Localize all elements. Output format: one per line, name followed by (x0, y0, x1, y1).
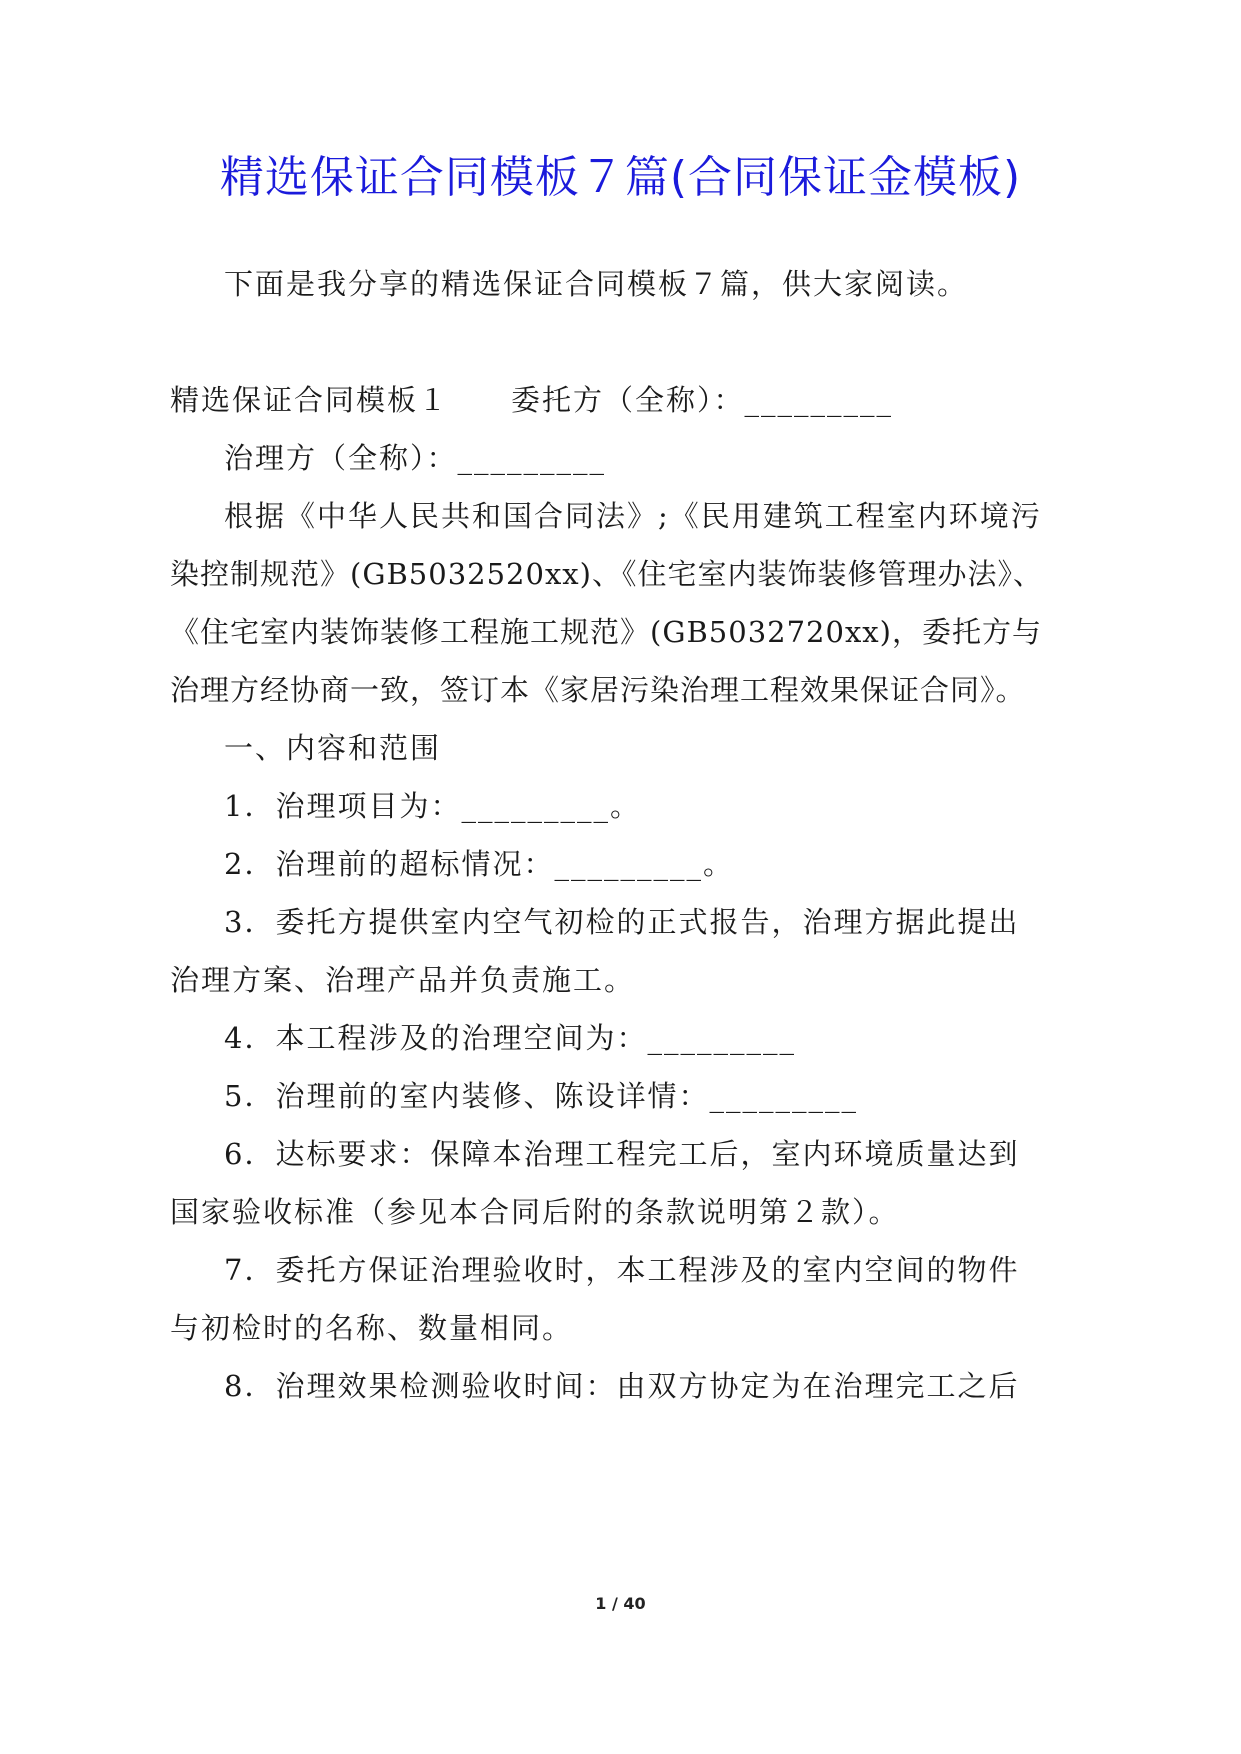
list-item: 5．治理前的室内装修、陈设详情：_________ (224, 1079, 858, 1113)
list-item: 8．治理效果检测验收时间：由双方协定为在治理完工之后 (224, 1369, 1020, 1403)
list-item: 6．达标要求：保障本治理工程完工后，室内环境质量达到 (224, 1137, 1020, 1171)
list-item: 2．治理前的超标情况：_________。 (224, 847, 734, 881)
page-number: 1 / 40 (595, 1594, 646, 1613)
section-heading: 一、内容和范围 (224, 731, 442, 765)
paragraph-line: 治理方（全称）：_________ (224, 441, 607, 475)
list-item-continuation: 国家验收标准（参见本合同后附的条款说明第２款）。 (170, 1195, 900, 1229)
paragraph-line: 根据《中华人民共和国合同法》;《民用建筑工程室内环境污 (224, 499, 1042, 533)
paragraph-line: 治理方经协商一致，签订本《家居污染治理工程效果保证合同》。 (170, 673, 1026, 707)
list-item: 4．本工程涉及的治理空间为：_________ (224, 1021, 796, 1055)
list-item: 1．治理项目为：_________。 (224, 789, 641, 823)
section-heading-line: 精选保证合同模板１ 委托方（全称）：_________ (170, 383, 894, 417)
intro-paragraph: 下面是我分享的精选保证合同模板７篇，供大家阅读。 (224, 267, 969, 301)
paragraph-line: 染控制规范》(GB5032520xx)、《住宅室内装饰装修管理办法》、 (170, 557, 1043, 591)
document-title: 精选保证合同模板７篇(合同保证金模板) (219, 152, 1022, 203)
list-item: 7．委托方保证治理验收时，本工程涉及的室内空间的物件 (224, 1253, 1020, 1287)
list-item-continuation: 与初检时的名称、数量相同。 (170, 1311, 574, 1345)
list-item-continuation: 治理方案、治理产品并负责施工。 (170, 963, 636, 997)
paragraph-line: 《住宅室内装饰装修工程施工规范》(GB5032720xx)，委托方与 (170, 615, 1042, 649)
list-item: 3．委托方提供室内空气初检的正式报告，治理方据此提出 (224, 905, 1020, 939)
